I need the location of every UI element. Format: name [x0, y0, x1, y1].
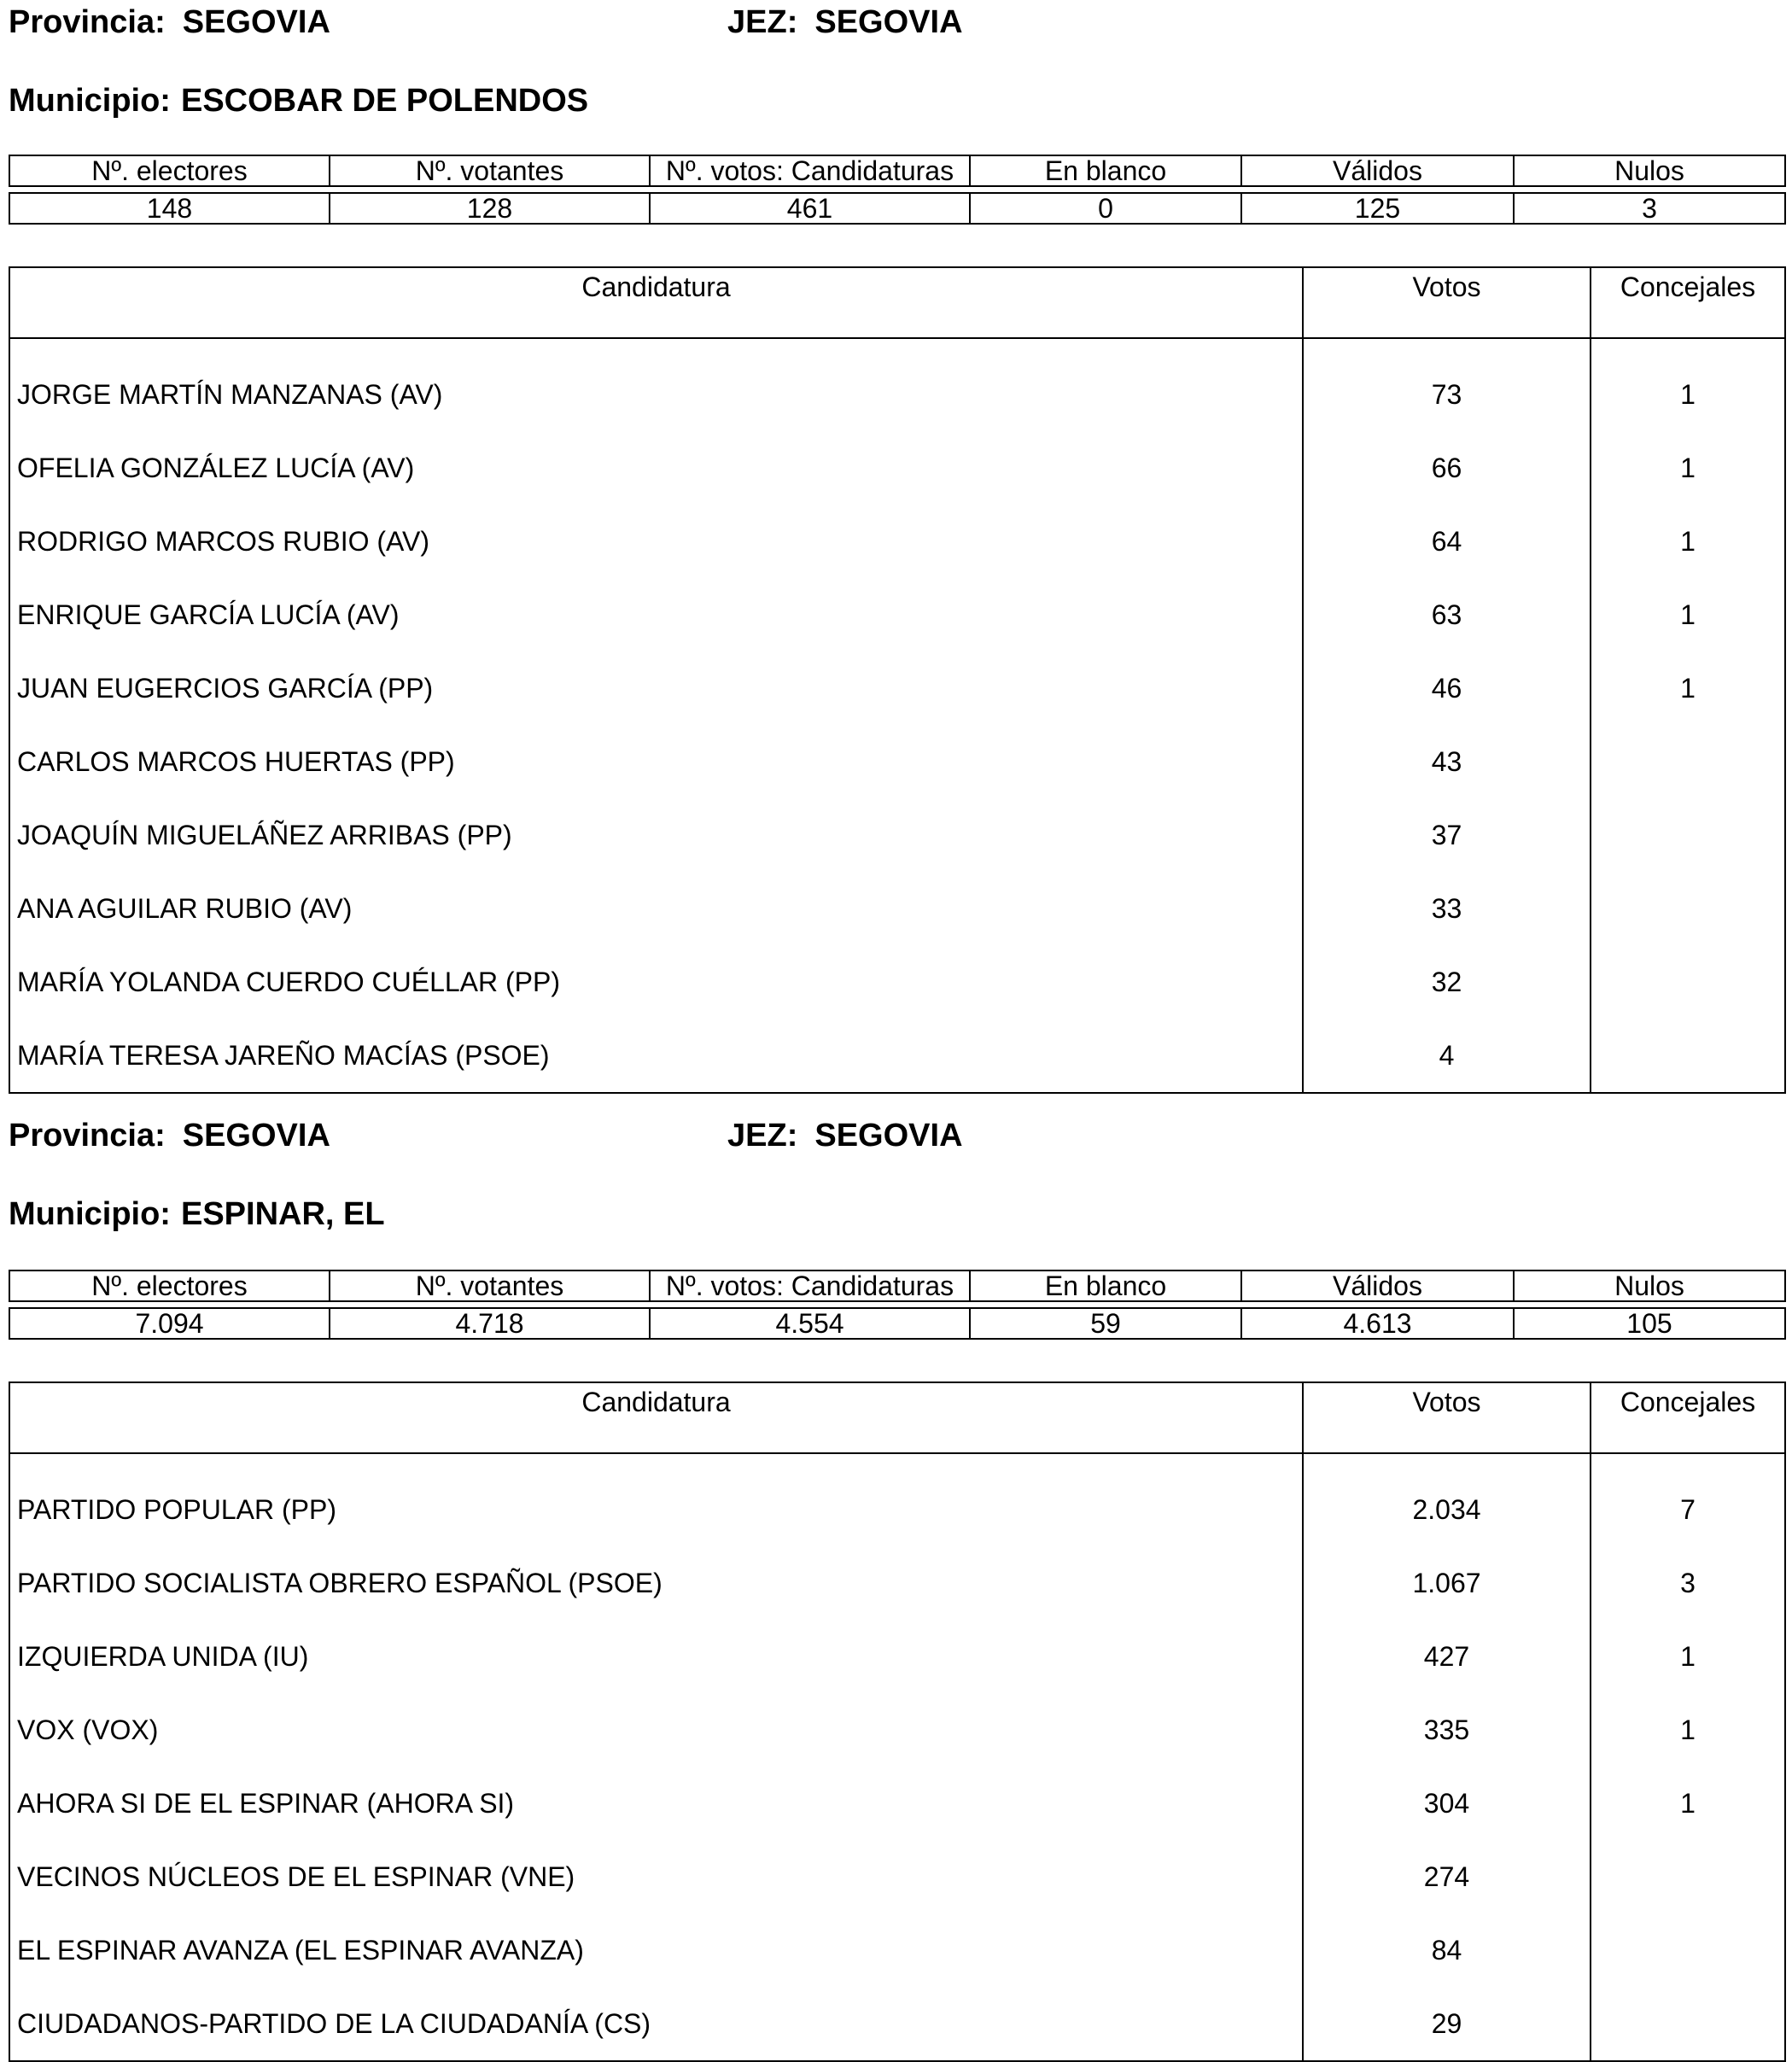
- candidate-concejales: [1591, 945, 1785, 1019]
- summary-header-en-blanco: En blanco: [970, 155, 1241, 186]
- candidate-name: ANA AGUILAR RUBIO (AV): [17, 892, 353, 924]
- jez-value: SEGOVIA: [814, 4, 963, 40]
- candidate-row: [9, 1620, 1785, 1693]
- summary-header-electores: Nº. electores: [9, 1270, 330, 1301]
- candidate-concejales: [1591, 798, 1785, 872]
- candidate-name: RODRIGO MARCOS RUBIO (AV): [17, 525, 429, 557]
- candidate-name: MARÍA YOLANDA CUERDO CUÉLLAR (PP): [17, 966, 561, 997]
- candidate-votos: 29: [1303, 1987, 1591, 2061]
- candidate-name: AHORA SI DE EL ESPINAR (AHORA SI): [17, 1787, 515, 1819]
- candidate-row: [9, 578, 1785, 651]
- candidate-votos: 1.067: [1303, 1546, 1591, 1620]
- candidate-concejales: [1591, 1913, 1785, 1987]
- summary-header-validos: Válidos: [1241, 155, 1514, 186]
- provincia-value: SEGOVIA: [182, 4, 330, 40]
- candidate-name: MARÍA TERESA JAREÑO MACÍAS (PSOE): [17, 1039, 550, 1071]
- candidate-votos: 427: [1303, 1620, 1591, 1693]
- summary-value-votantes: 4.718: [330, 1308, 650, 1339]
- municipio-label: Municipio:: [9, 1196, 171, 1232]
- summary-value-en-blanco: 0: [970, 193, 1241, 224]
- jez-label: JEZ:: [727, 1118, 798, 1154]
- header-votos: Votos: [1303, 267, 1591, 338]
- summary-value-validos: 4.613: [1241, 1308, 1514, 1339]
- header-candidatura: Candidatura: [9, 1382, 1303, 1453]
- summary-table: [9, 1270, 1786, 1340]
- candidate-row: [9, 872, 1785, 945]
- candidate-name: CIUDADANOS-PARTIDO DE LA CIUDADANÍA (CS): [17, 2007, 651, 2039]
- candidate-votos: 46: [1303, 651, 1591, 725]
- candidate-votos: 73: [1303, 358, 1591, 431]
- header-votos: Votos: [1303, 1382, 1591, 1453]
- summary-value-electores: 7.094: [9, 1308, 330, 1339]
- candidate-votos: 66: [1303, 431, 1591, 505]
- candidate-concejales: 1: [1591, 1767, 1785, 1840]
- summary-header-electores: Nº. electores: [9, 155, 330, 186]
- candidate-name: ENRIQUE GARCÍA LUCÍA (AV): [17, 599, 400, 630]
- candidate-row: [9, 1987, 1785, 2061]
- candidate-row: [9, 1473, 1785, 1546]
- candidate-votos: 4: [1303, 1019, 1591, 1093]
- provincia-value: SEGOVIA: [182, 1118, 330, 1154]
- summary-value-votos-candidaturas: 4.554: [650, 1308, 970, 1339]
- candidate-row: [9, 1913, 1785, 1987]
- candidate-concejales: 1: [1591, 431, 1785, 505]
- provincia-label: Provincia:: [9, 1118, 166, 1154]
- candidate-concejales: 7: [1591, 1473, 1785, 1546]
- candidate-row: [9, 651, 1785, 725]
- municipio-label: Municipio:: [9, 83, 171, 119]
- candidate-concejales: 3: [1591, 1546, 1785, 1620]
- candidate-concejales: [1591, 872, 1785, 945]
- candidate-votos: 32: [1303, 945, 1591, 1019]
- candidate-row: [9, 431, 1785, 505]
- candidate-concejales: 1: [1591, 1620, 1785, 1693]
- summary-value-votantes: 128: [330, 193, 650, 224]
- candidate-name: VOX (VOX): [17, 1714, 159, 1745]
- candidate-name: OFELIA GONZÁLEZ LUCÍA (AV): [17, 452, 415, 483]
- candidate-name: IZQUIERDA UNIDA (IU): [17, 1640, 309, 1672]
- summary-header-row: [9, 155, 1785, 186]
- summary-header-nulos: Nulos: [1514, 155, 1785, 186]
- candidate-votos: 43: [1303, 725, 1591, 798]
- summary-value-nulos: 105: [1514, 1308, 1785, 1339]
- candidate-name: VECINOS NÚCLEOS DE EL ESPINAR (VNE): [17, 1860, 575, 1892]
- summary-value-electores: 148: [9, 193, 330, 224]
- candidate-concejales: 1: [1591, 358, 1785, 431]
- summary-header-en-blanco: En blanco: [970, 1270, 1241, 1301]
- candidate-row: [9, 798, 1785, 872]
- candidate-row: [9, 1840, 1785, 1913]
- candidate-row: [9, 358, 1785, 431]
- summary-value-nulos: 3: [1514, 193, 1785, 224]
- jez-heading: [727, 2, 963, 43]
- candidate-row: [9, 1767, 1785, 1840]
- candidate-concejales: 1: [1591, 505, 1785, 578]
- candidate-name: EL ESPINAR AVANZA (EL ESPINAR AVANZA): [17, 1934, 584, 1966]
- candidate-concejales: 1: [1591, 578, 1785, 651]
- municipio-heading: [9, 80, 588, 121]
- candidate-concejales: 1: [1591, 1693, 1785, 1767]
- candidate-row: [9, 725, 1785, 798]
- municipality-section-2: [9, 1115, 1784, 2047]
- candidate-name: JOAQUÍN MIGUELÁÑEZ ARRIBAS (PP): [17, 819, 512, 850]
- header-concejales: Concejales: [1591, 267, 1785, 338]
- municipality-section-1: [9, 0, 1784, 1076]
- candidate-votos: 64: [1303, 505, 1591, 578]
- candidates-table: [9, 1381, 1786, 2062]
- summary-value-row: [9, 1308, 1785, 1339]
- candidate-votos: 304: [1303, 1767, 1591, 1840]
- summary-header-votantes: Nº. votantes: [330, 155, 650, 186]
- summary-header-votos-candidaturas: Nº. votos: Candidaturas: [650, 155, 970, 186]
- candidate-name: CARLOS MARCOS HUERTAS (PP): [17, 745, 455, 777]
- candidate-concejales: [1591, 1840, 1785, 1913]
- candidate-votos: 274: [1303, 1840, 1591, 1913]
- summary-value-votos-candidaturas: 461: [650, 193, 970, 224]
- header-concejales: Concejales: [1591, 1382, 1785, 1453]
- summary-header-votos-candidaturas: Nº. votos: Candidaturas: [650, 1270, 970, 1301]
- candidate-votos: 33: [1303, 872, 1591, 945]
- municipio-heading: [9, 1194, 385, 1235]
- municipio-value: ESPINAR, EL: [180, 1196, 385, 1232]
- candidate-name: JUAN EUGERCIOS GARCÍA (PP): [17, 672, 434, 704]
- jez-value: SEGOVIA: [814, 1118, 963, 1154]
- summary-value-row: [9, 193, 1785, 224]
- candidate-concejales: [1591, 725, 1785, 798]
- header-candidatura: Candidatura: [9, 267, 1303, 338]
- summary-value-validos: 125: [1241, 193, 1514, 224]
- jez-label: JEZ:: [727, 4, 798, 40]
- candidate-row: [9, 945, 1785, 1019]
- jez-heading: [727, 1115, 963, 1156]
- candidate-name: JORGE MARTÍN MANZANAS (AV): [17, 378, 443, 410]
- provincia-heading: [9, 2, 330, 43]
- municipio-value: ESCOBAR DE POLENDOS: [180, 83, 589, 119]
- summary-header-row: [9, 1270, 1785, 1301]
- candidates-table: [9, 266, 1786, 1094]
- provincia-heading: [9, 1115, 330, 1156]
- candidate-row: [9, 1019, 1785, 1093]
- summary-header-validos: Válidos: [1241, 1270, 1514, 1301]
- candidate-votos: 63: [1303, 578, 1591, 651]
- candidates-header-row: [9, 1382, 1785, 1453]
- candidate-name: PARTIDO SOCIALISTA OBRERO ESPAÑOL (PSOE): [17, 1567, 663, 1598]
- candidate-concejales: [1591, 1987, 1785, 2061]
- candidate-row: [9, 505, 1785, 578]
- provincia-label: Provincia:: [9, 4, 166, 40]
- candidate-votos: 37: [1303, 798, 1591, 872]
- summary-header-nulos: Nulos: [1514, 1270, 1785, 1301]
- summary-table: [9, 155, 1786, 225]
- summary-value-en-blanco: 59: [970, 1308, 1241, 1339]
- candidate-row: [9, 1546, 1785, 1620]
- candidate-votos: 335: [1303, 1693, 1591, 1767]
- candidate-votos: 2.034: [1303, 1473, 1591, 1546]
- summary-header-votantes: Nº. votantes: [330, 1270, 650, 1301]
- candidate-concejales: 1: [1591, 651, 1785, 725]
- candidate-votos: 84: [1303, 1913, 1591, 1987]
- candidate-row: [9, 1693, 1785, 1767]
- candidate-name: PARTIDO POPULAR (PP): [17, 1493, 336, 1525]
- candidate-concejales: [1591, 1019, 1785, 1093]
- candidates-header-row: [9, 267, 1785, 338]
